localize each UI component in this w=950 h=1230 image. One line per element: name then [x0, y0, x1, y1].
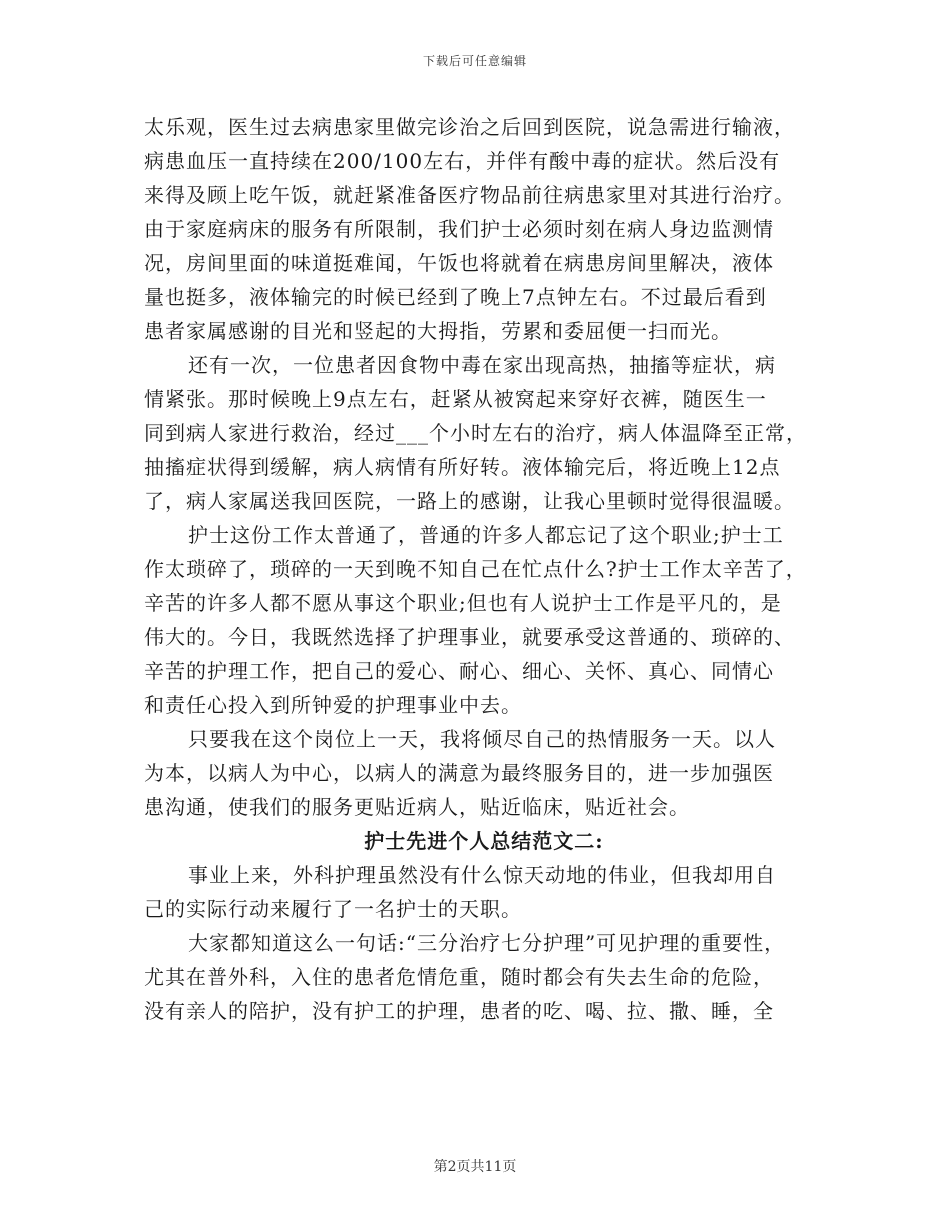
- text-line: 抽搐症状得到缓解，病人病情有所好转。液体输完后，将近晚上12点: [144, 455, 781, 479]
- section-title: 护士先进个人总结范文二:: [364, 829, 604, 853]
- page-header: 下载后可任意编辑: [422, 54, 527, 68]
- page-footer: 第2页共11页: [433, 1159, 517, 1175]
- text-line: 由于家庭病床的服务有所限制，我们护士必须时刻在病人身边监测情: [144, 217, 774, 241]
- text-line: 来得及顾上吃午饭，就赶紧准备医疗物品前往病患家里对其进行治疗。: [144, 183, 795, 207]
- text-line: 伟大的。今日，我既然选择了护理事业，就要承受这普通的、琐碎的、: [144, 625, 795, 649]
- text-line: 没有亲人的陪护，没有护工的护理，患者的吃、喝、拉、撒、睡，全: [144, 999, 774, 1023]
- text-line: 患沟通，使我们的服务更贴近病人，贴近临床，贴近社会。: [144, 795, 690, 819]
- paragraph-start-line: 事业上来，外科护理虽然没有什么惊天动地的伟业，但我却用自: [188, 863, 776, 887]
- text-line: 尤其在普外科，入住的患者危情危重，随时都会有失去生命的危险，: [144, 965, 774, 989]
- text-line: 况，房间里面的味道挺难闻，午饭也将就着在病患房间里解决，液体: [144, 251, 774, 275]
- text-line: 辛苦的护理工作，把自己的爱心、耐心、细心、关怀、真心、同情心: [144, 659, 774, 683]
- text-line: 太乐观，医生过去病患家里做完诊治之后回到医院，说急需进行输液，: [144, 115, 795, 139]
- paragraph-start-line: 只要我在这个岗位上一天，我将倾尽自己的热情服务一天。以人: [188, 727, 776, 751]
- text-line: 情紧张。那时候晚上9点左右，赶紧从被窝起来穿好衣裤，随医生一: [144, 387, 767, 411]
- text-line: 患者家属感谢的目光和竖起的大拇指，劳累和委屈便一扫而光。: [144, 319, 732, 343]
- text-line: 和责任心投入到所钟爱的护理事业中去。: [144, 693, 522, 717]
- text-line: 了，病人家属送我回医院，一路上的感谢，让我心里顿时觉得很温暖。: [144, 489, 795, 513]
- text-line: 为本，以病人为中心，以病人的满意为最终服务目的，进一步加强医: [144, 761, 774, 785]
- text-line: 同到病人家进行救治，经过___个小时左右的治疗，病人体温降至正常，: [144, 421, 807, 445]
- paragraph-start-line: 还有一次，一位患者因食物中毒在家出现高热，抽搐等症状，病: [188, 353, 776, 377]
- paragraph-start-line: 大家都知道这么一句话:“三分治疗七分护理”可见护理的重要性，: [188, 931, 786, 955]
- text-line: 己的实际行动来履行了一名护士的天职。: [144, 897, 522, 921]
- text-line: 病患血压一直持续在200/100左右，并伴有酸中毒的症状。然后没有: [144, 149, 781, 173]
- text-line: 量也挺多，液体输完的时候已经到了晚上7点钟左右。不过最后看到: [144, 285, 767, 309]
- document-body: [144, 110, 824, 1028]
- text-line: 作太琐碎了，琐碎的一天到晚不知自己在忙点什么?护士工作太辛苦了，: [144, 557, 807, 581]
- text-line: 辛苦的许多人都不愿从事这个职业;但也有人说护士工作是平凡的，是: [144, 591, 782, 615]
- paragraph-start-line: 护士这份工作太普通了，普通的许多人都忘记了这个职业;护士工: [188, 523, 784, 547]
